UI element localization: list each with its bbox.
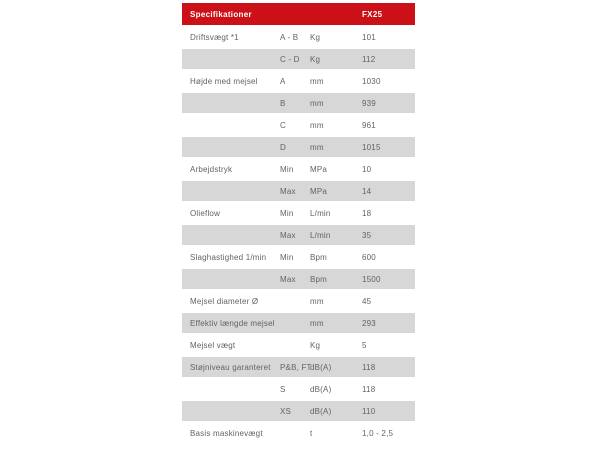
table-row xyxy=(182,423,415,443)
table-row xyxy=(182,71,415,91)
spec-variant-cell: C - D xyxy=(280,54,300,64)
spec-value-cell: 45 xyxy=(362,296,372,306)
spec-variant-cell: C xyxy=(280,120,286,130)
spec-value-cell: 1500 xyxy=(362,274,381,284)
table-row xyxy=(182,379,415,399)
spec-unit-cell: mm xyxy=(310,296,324,306)
spec-unit-cell: mm xyxy=(310,98,324,108)
spec-label-cell: Slaghastighed 1/min xyxy=(190,252,267,262)
spec-variant-cell: Min xyxy=(280,208,294,218)
table-row xyxy=(182,137,415,157)
spec-variant-cell: A xyxy=(280,76,286,86)
table-row xyxy=(182,93,415,113)
spec-variant-cell: B xyxy=(280,98,286,108)
spec-value-cell: 1015 xyxy=(362,142,381,152)
spec-value-cell: 110 xyxy=(362,406,376,416)
spec-value-cell: 35 xyxy=(362,230,372,240)
spec-value-cell: 18 xyxy=(362,208,372,218)
spec-unit-cell: Kg xyxy=(310,54,321,64)
table-row xyxy=(182,269,415,289)
spec-label-cell: Driftsvægt *1 xyxy=(190,32,239,42)
spec-value-cell: 112 xyxy=(362,54,376,64)
table-row xyxy=(182,247,415,267)
spec-value-cell: 939 xyxy=(362,98,376,108)
spec-label-cell: Højde med mejsel xyxy=(190,76,258,86)
spec-unit-cell: mm xyxy=(310,318,324,328)
spec-label-cell: Effektiv længde mejsel xyxy=(190,318,275,328)
spec-variant-cell: Max xyxy=(280,186,296,196)
spec-variant-cell: Max xyxy=(280,230,296,240)
table-row xyxy=(182,49,415,69)
table-row xyxy=(182,203,415,223)
spec-unit-cell: Kg xyxy=(310,32,321,42)
spec-unit-cell: mm xyxy=(310,120,324,130)
table-row xyxy=(182,291,415,311)
spec-value-cell: 118 xyxy=(362,384,376,394)
table-row xyxy=(182,335,415,355)
spec-unit-cell: dB(A) xyxy=(310,406,332,416)
spec-variant-cell: XS xyxy=(280,406,292,416)
table-row xyxy=(182,357,415,377)
table-row xyxy=(182,27,415,47)
spec-value-cell: 1,0 - 2,5 xyxy=(362,428,394,438)
spec-unit-cell: MPa xyxy=(310,164,328,174)
table-header-row xyxy=(182,3,415,25)
spec-unit-cell: MPa xyxy=(310,186,328,196)
spec-value-cell: 600 xyxy=(362,252,376,262)
table-title: Specifikationer xyxy=(190,9,252,19)
spec-variant-cell: A - B xyxy=(280,32,299,42)
table-row xyxy=(182,225,415,245)
spec-unit-cell: L/min xyxy=(310,208,331,218)
specification-table xyxy=(182,3,415,443)
spec-unit-cell: mm xyxy=(310,142,324,152)
spec-variant-cell: Min xyxy=(280,164,294,174)
spec-unit-cell: Bpm xyxy=(310,252,328,262)
spec-value-cell: 101 xyxy=(362,32,376,42)
table-row xyxy=(182,115,415,135)
table-row xyxy=(182,313,415,333)
table-row xyxy=(182,401,415,421)
spec-value-cell: 5 xyxy=(362,340,367,350)
spec-label-cell: Støjniveau garanteret xyxy=(190,362,271,372)
spec-variant-cell: S xyxy=(280,384,286,394)
spec-unit-cell: L/min xyxy=(310,230,331,240)
spec-variant-cell: Min xyxy=(280,252,294,262)
table-row xyxy=(182,181,415,201)
spec-variant-cell: P&B, FT xyxy=(280,362,312,372)
spec-value-cell: 961 xyxy=(362,120,376,130)
spec-label-cell: Basis maskinevægt xyxy=(190,428,263,438)
spec-value-cell: 10 xyxy=(362,164,372,174)
spec-unit-cell: mm xyxy=(310,76,324,86)
spec-value-cell: 14 xyxy=(362,186,372,196)
spec-unit-cell: dB(A) xyxy=(310,384,332,394)
spec-label-cell: Olieflow xyxy=(190,208,221,218)
spec-label-cell: Mejsel vægt xyxy=(190,340,236,350)
model-name-header: FX25 xyxy=(362,9,383,19)
spec-value-cell: 118 xyxy=(362,362,376,372)
spec-unit-cell: t xyxy=(310,428,313,438)
spec-label-cell: Mejsel diameter Ø xyxy=(190,296,259,306)
spec-rows xyxy=(182,27,415,443)
spec-variant-cell: D xyxy=(280,142,286,152)
table-row xyxy=(182,159,415,179)
spec-variant-cell: Max xyxy=(280,274,296,284)
spec-value-cell: 293 xyxy=(362,318,376,328)
spec-unit-cell: Kg xyxy=(310,340,321,350)
spec-unit-cell: dB(A) xyxy=(310,362,332,372)
spec-label-cell: Arbejdstryk xyxy=(190,164,233,174)
spec-value-cell: 1030 xyxy=(362,76,381,86)
spec-unit-cell: Bpm xyxy=(310,274,328,284)
